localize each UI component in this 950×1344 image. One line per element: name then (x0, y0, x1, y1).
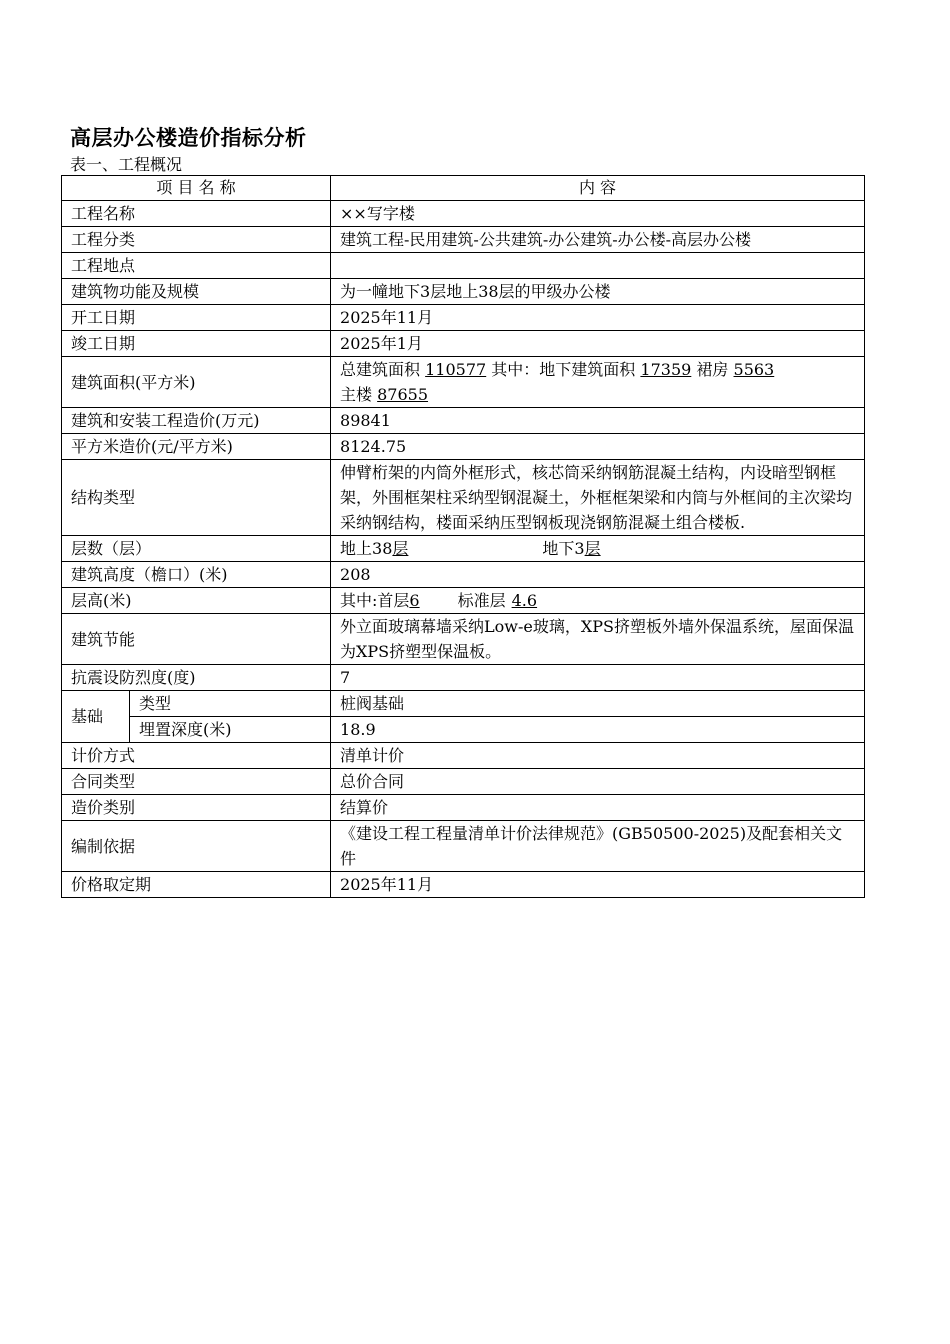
table-row (62, 588, 865, 614)
row-value: 8124.75 (331, 434, 865, 460)
row-value-floors (331, 536, 865, 562)
row-label: 工程地点 (62, 253, 331, 279)
standard-floor-prefix: 标准层 (457, 591, 506, 610)
table-row (62, 691, 865, 717)
table-row (62, 253, 865, 279)
table-row (62, 331, 865, 357)
table-row (62, 795, 865, 821)
row-value: 建筑工程-民用建筑-公共建筑-办公建筑-办公楼-高层办公楼 (331, 227, 865, 253)
row-sublabel: 埋置深度(米) (130, 717, 331, 743)
row-value: ××写字楼 (331, 201, 865, 227)
row-label: 工程分类 (62, 227, 331, 253)
header-item: 项 目 名 称 (62, 176, 331, 201)
row-label: 合同类型 (62, 769, 331, 795)
row-value: 为一幢地下3层地上38层的甲级办公楼 (331, 279, 865, 305)
row-value: 伸臂桁架的内筒外框形式，核芯筒采纳钢筋混凝土结构，内设暗型钢框架，外围框架柱采纳型钢混凝土，外框框架梁和内筒与外框间的主次梁均采纳钢结构，楼面采纳压型钢板现浇钢筋混凝土组合楼板. (331, 460, 865, 536)
row-label: 竣工日期 (62, 331, 331, 357)
row-label: 造价类别 (62, 795, 331, 821)
table-row (62, 821, 865, 872)
row-value: 7 (331, 665, 865, 691)
floors-above-prefix: 地上38 (340, 539, 393, 558)
table-row (62, 743, 865, 769)
area-under-prefix: 其中：地下建筑面积 (491, 360, 636, 379)
row-value: 18.9 (331, 717, 865, 743)
table-row (62, 717, 865, 743)
area-tower-prefix: 主楼 (340, 385, 373, 404)
row-label: 价格取定期 (62, 872, 331, 898)
row-value-area (331, 357, 865, 408)
area-total-prefix: 总建筑面积 (340, 360, 421, 379)
row-label: 平方米造价(元/平方米) (62, 434, 331, 460)
row-label: 建筑和安装工程造价(万元) (62, 408, 331, 434)
area-tower: 87655 (377, 385, 429, 404)
table-row (62, 434, 865, 460)
table-row (62, 279, 865, 305)
area-under: 17359 (640, 360, 692, 379)
row-label: 编制依据 (62, 821, 331, 872)
table-row (62, 460, 865, 536)
table-row (62, 614, 865, 665)
row-value: 2025年1月 (331, 331, 865, 357)
row-label: 抗震设防烈度(度) (62, 665, 331, 691)
row-value: 桩阀基础 (331, 691, 865, 717)
row-value: 89841 (331, 408, 865, 434)
row-label: 建筑面积(平方米) (62, 357, 331, 408)
table-row (62, 769, 865, 795)
area-total: 110577 (425, 360, 487, 379)
row-value: 结算价 (331, 795, 865, 821)
first-floor-height: 6 (409, 591, 420, 610)
table-row (62, 201, 865, 227)
row-label: 结构类型 (62, 460, 331, 536)
table-row (62, 227, 865, 253)
row-label: 计价方式 (62, 743, 331, 769)
row-label: 建筑物功能及规模 (62, 279, 331, 305)
standard-floor-height: 4.6 (511, 591, 538, 610)
header-content: 内 容 (331, 176, 865, 201)
area-podium: 5563 (733, 360, 775, 379)
project-overview-table (61, 175, 865, 898)
table-row (62, 872, 865, 898)
table-row (62, 305, 865, 331)
floors-below-prefix: 地下3 (542, 539, 585, 558)
row-label: 建筑高度（檐口）(米) (62, 562, 331, 588)
row-label: 工程名称 (62, 201, 331, 227)
row-value (331, 253, 865, 279)
row-value: 2025年11月 (331, 305, 865, 331)
area-podium-prefix: 裙房 (696, 360, 729, 379)
row-value-floor-height (331, 588, 865, 614)
table-row (62, 562, 865, 588)
document-title: 高层办公楼造价指标分析 (70, 126, 307, 150)
table-row (62, 357, 865, 408)
row-value: 总价合同 (331, 769, 865, 795)
row-value: 208 (331, 562, 865, 588)
floors-above-unit: 层 (392, 539, 409, 558)
row-value: 外立面玻璃幕墙采纳Low-e玻璃，XPS挤塑板外墙外保温系统，屋面保温为XPS挤塑型保温板。 (331, 614, 865, 665)
row-value: 《建设工程工程量清单计价法律规范》(GB50500-2025)及配套相关文件 (331, 821, 865, 872)
row-label: 开工日期 (62, 305, 331, 331)
table-header-row (62, 176, 865, 201)
row-label: 建筑节能 (62, 614, 331, 665)
table-row (62, 408, 865, 434)
row-value: 2025年11月 (331, 872, 865, 898)
table-row (62, 536, 865, 562)
row-label: 层数（层） (62, 536, 331, 562)
first-floor-prefix: 其中:首层 (340, 591, 410, 610)
row-value: 清单计价 (331, 743, 865, 769)
row-sublabel: 类型 (130, 691, 331, 717)
table-row (62, 665, 865, 691)
row-label: 层高(米) (62, 588, 331, 614)
row-label-foundation: 基础 (62, 691, 130, 743)
floors-below-unit: 层 (584, 539, 601, 558)
table-caption: 表一、工程概况 (70, 155, 183, 174)
